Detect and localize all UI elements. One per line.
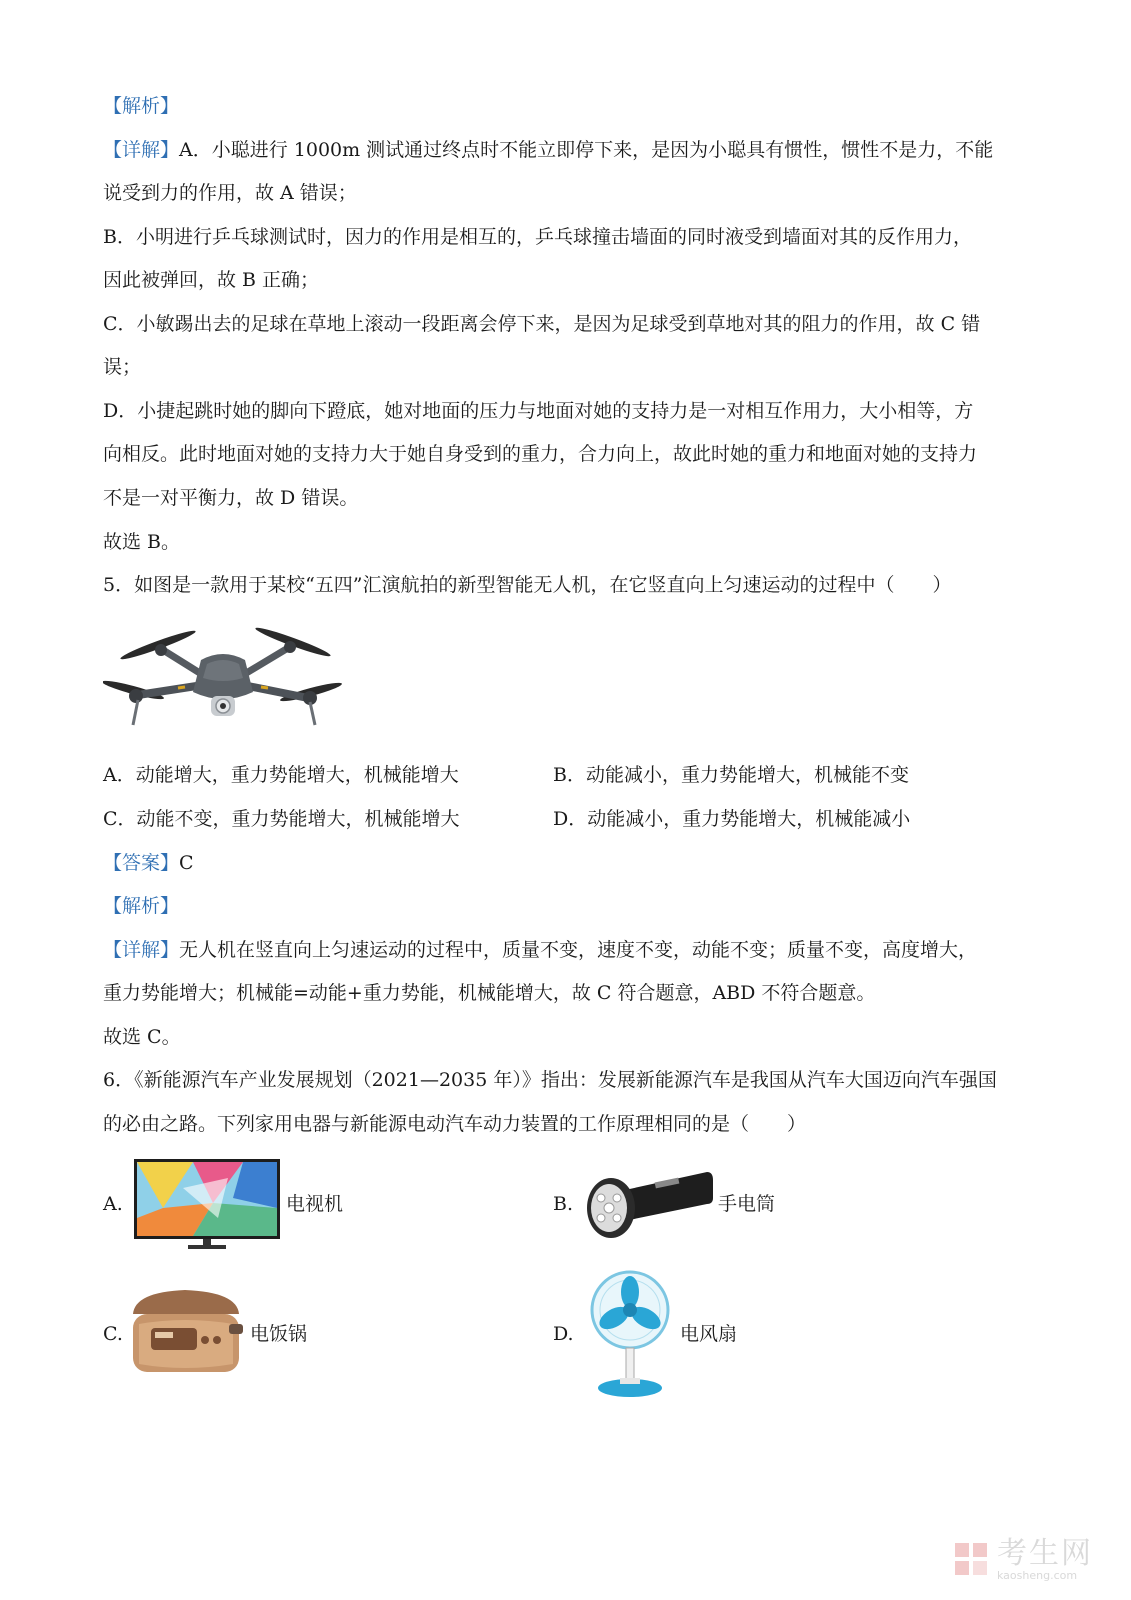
q4-detail-line-1 [103, 137, 993, 163]
q6-option-d-letter: D. [553, 1323, 574, 1345]
q4-detail-line-8: 向相反。此时地面对她的支持力大于她自身受到的重力，合力向上，故此时她的重力和地面对她的支持力 [103, 443, 978, 465]
q6-option-d-name: 电风扇 [680, 1323, 738, 1345]
q4-detail-line-6: 误； [103, 356, 142, 378]
q4-detail-line-3: B．小明进行乒乓球测试时，因力的作用是相互的，乒乓球撞击墙面的同时液受到墙面对其的反作用力， [103, 226, 972, 248]
drone-image [103, 620, 343, 740]
q5-option-d: D．动能减小，重力势能增大，机械能减小 [553, 808, 911, 830]
jiexi-label: 【解析】 [103, 95, 180, 117]
q5-conclusion: 故选 C。 [103, 1026, 181, 1048]
q4-detail-line-2: 说受到力的作用，故 A 错误； [103, 182, 357, 204]
q4-detail-line-9: 不是一对平衡力，故 D 错误。 [103, 487, 359, 509]
q6-option-b-name: 手电筒 [718, 1193, 776, 1215]
q5-answer [103, 850, 194, 876]
q4-detail-text: A．小聪进行 1000m 测试通过终点时不能立即停下来，是因为小聪具有惯性，惯性不是力，不能 [179, 139, 994, 161]
q6-stem-line-1: 6．《新能源汽车产业发展规划（2021—2035 年）》指出：发展新能源汽车是我国从汽车大国迈向汽车强国 [103, 1069, 997, 1091]
q5-stem: 5．如图是一款用于某校“五四”汇演航拍的新型智能无人机，在它竖直向上匀速运动的过程中（ ） [103, 574, 952, 596]
q5-option-c: C．动能不变，重力势能增大，机械能增大 [103, 808, 460, 830]
q4-detail-line-5: C．小敏踢出去的足球在草地上滚动一段距离会停下来，是因为足球受到草地对其的阻力的作用，故 C 错 [103, 313, 981, 335]
q6-option-a-name: 电视机 [286, 1193, 344, 1215]
q6-stem-line-2: 的必由之路。下列家用电器与新能源电动汽车动力装置的工作原理相同的是（ ） [103, 1113, 807, 1135]
q5-detail-line-2: 重力势能增大；机械能=动能+重力势能，机械能增大，故 C 符合题意，ABD 不符合题意。 [103, 982, 876, 1004]
q5-option-b: B．动能减小，重力势能增大，机械能不变 [553, 764, 909, 786]
q5-detail-line-1 [103, 937, 977, 963]
q6-option-c-name: 电饭锅 [250, 1323, 308, 1345]
kaosheng-logo-icon [953, 1541, 991, 1579]
q5-jiexi-label: 【解析】 [103, 895, 180, 917]
rice-cooker-image [125, 1284, 247, 1384]
flashlight-image [585, 1168, 715, 1244]
watermark-en: kaosheng.com [997, 1569, 1078, 1582]
q5-detail-label: 【详解】 [103, 939, 180, 961]
q5-option-a: A．动能增大，重力势能增大，机械能增大 [103, 764, 459, 786]
q5-detail-text: 无人机在竖直向上匀速运动的过程中，质量不变，速度不变，动能不变；质量不变，高度增大， [179, 939, 978, 961]
answer-label: 【答案】 [103, 852, 180, 874]
q6-option-a-letter: A. [103, 1193, 123, 1215]
kaosheng-watermark [953, 1538, 1093, 1582]
watermark-cn: 考生网 [997, 1536, 1093, 1571]
q4-detail-line-4: 因此被弹回，故 B 正确； [103, 269, 320, 291]
tv-image [133, 1158, 281, 1250]
answer-value: C [179, 852, 194, 874]
q4-detail-line-7: D．小捷起跳时她的脚向下蹬底，她对地面的压力与地面对她的支持力是一对相互作用力，大小相等，方 [103, 400, 974, 422]
electric-fan-image [588, 1270, 672, 1400]
detail-label: 【详解】 [103, 139, 180, 161]
q6-option-b-letter: B. [553, 1193, 574, 1215]
q4-conclusion: 故选 B。 [103, 531, 181, 553]
q6-option-c-letter: C. [103, 1323, 123, 1345]
